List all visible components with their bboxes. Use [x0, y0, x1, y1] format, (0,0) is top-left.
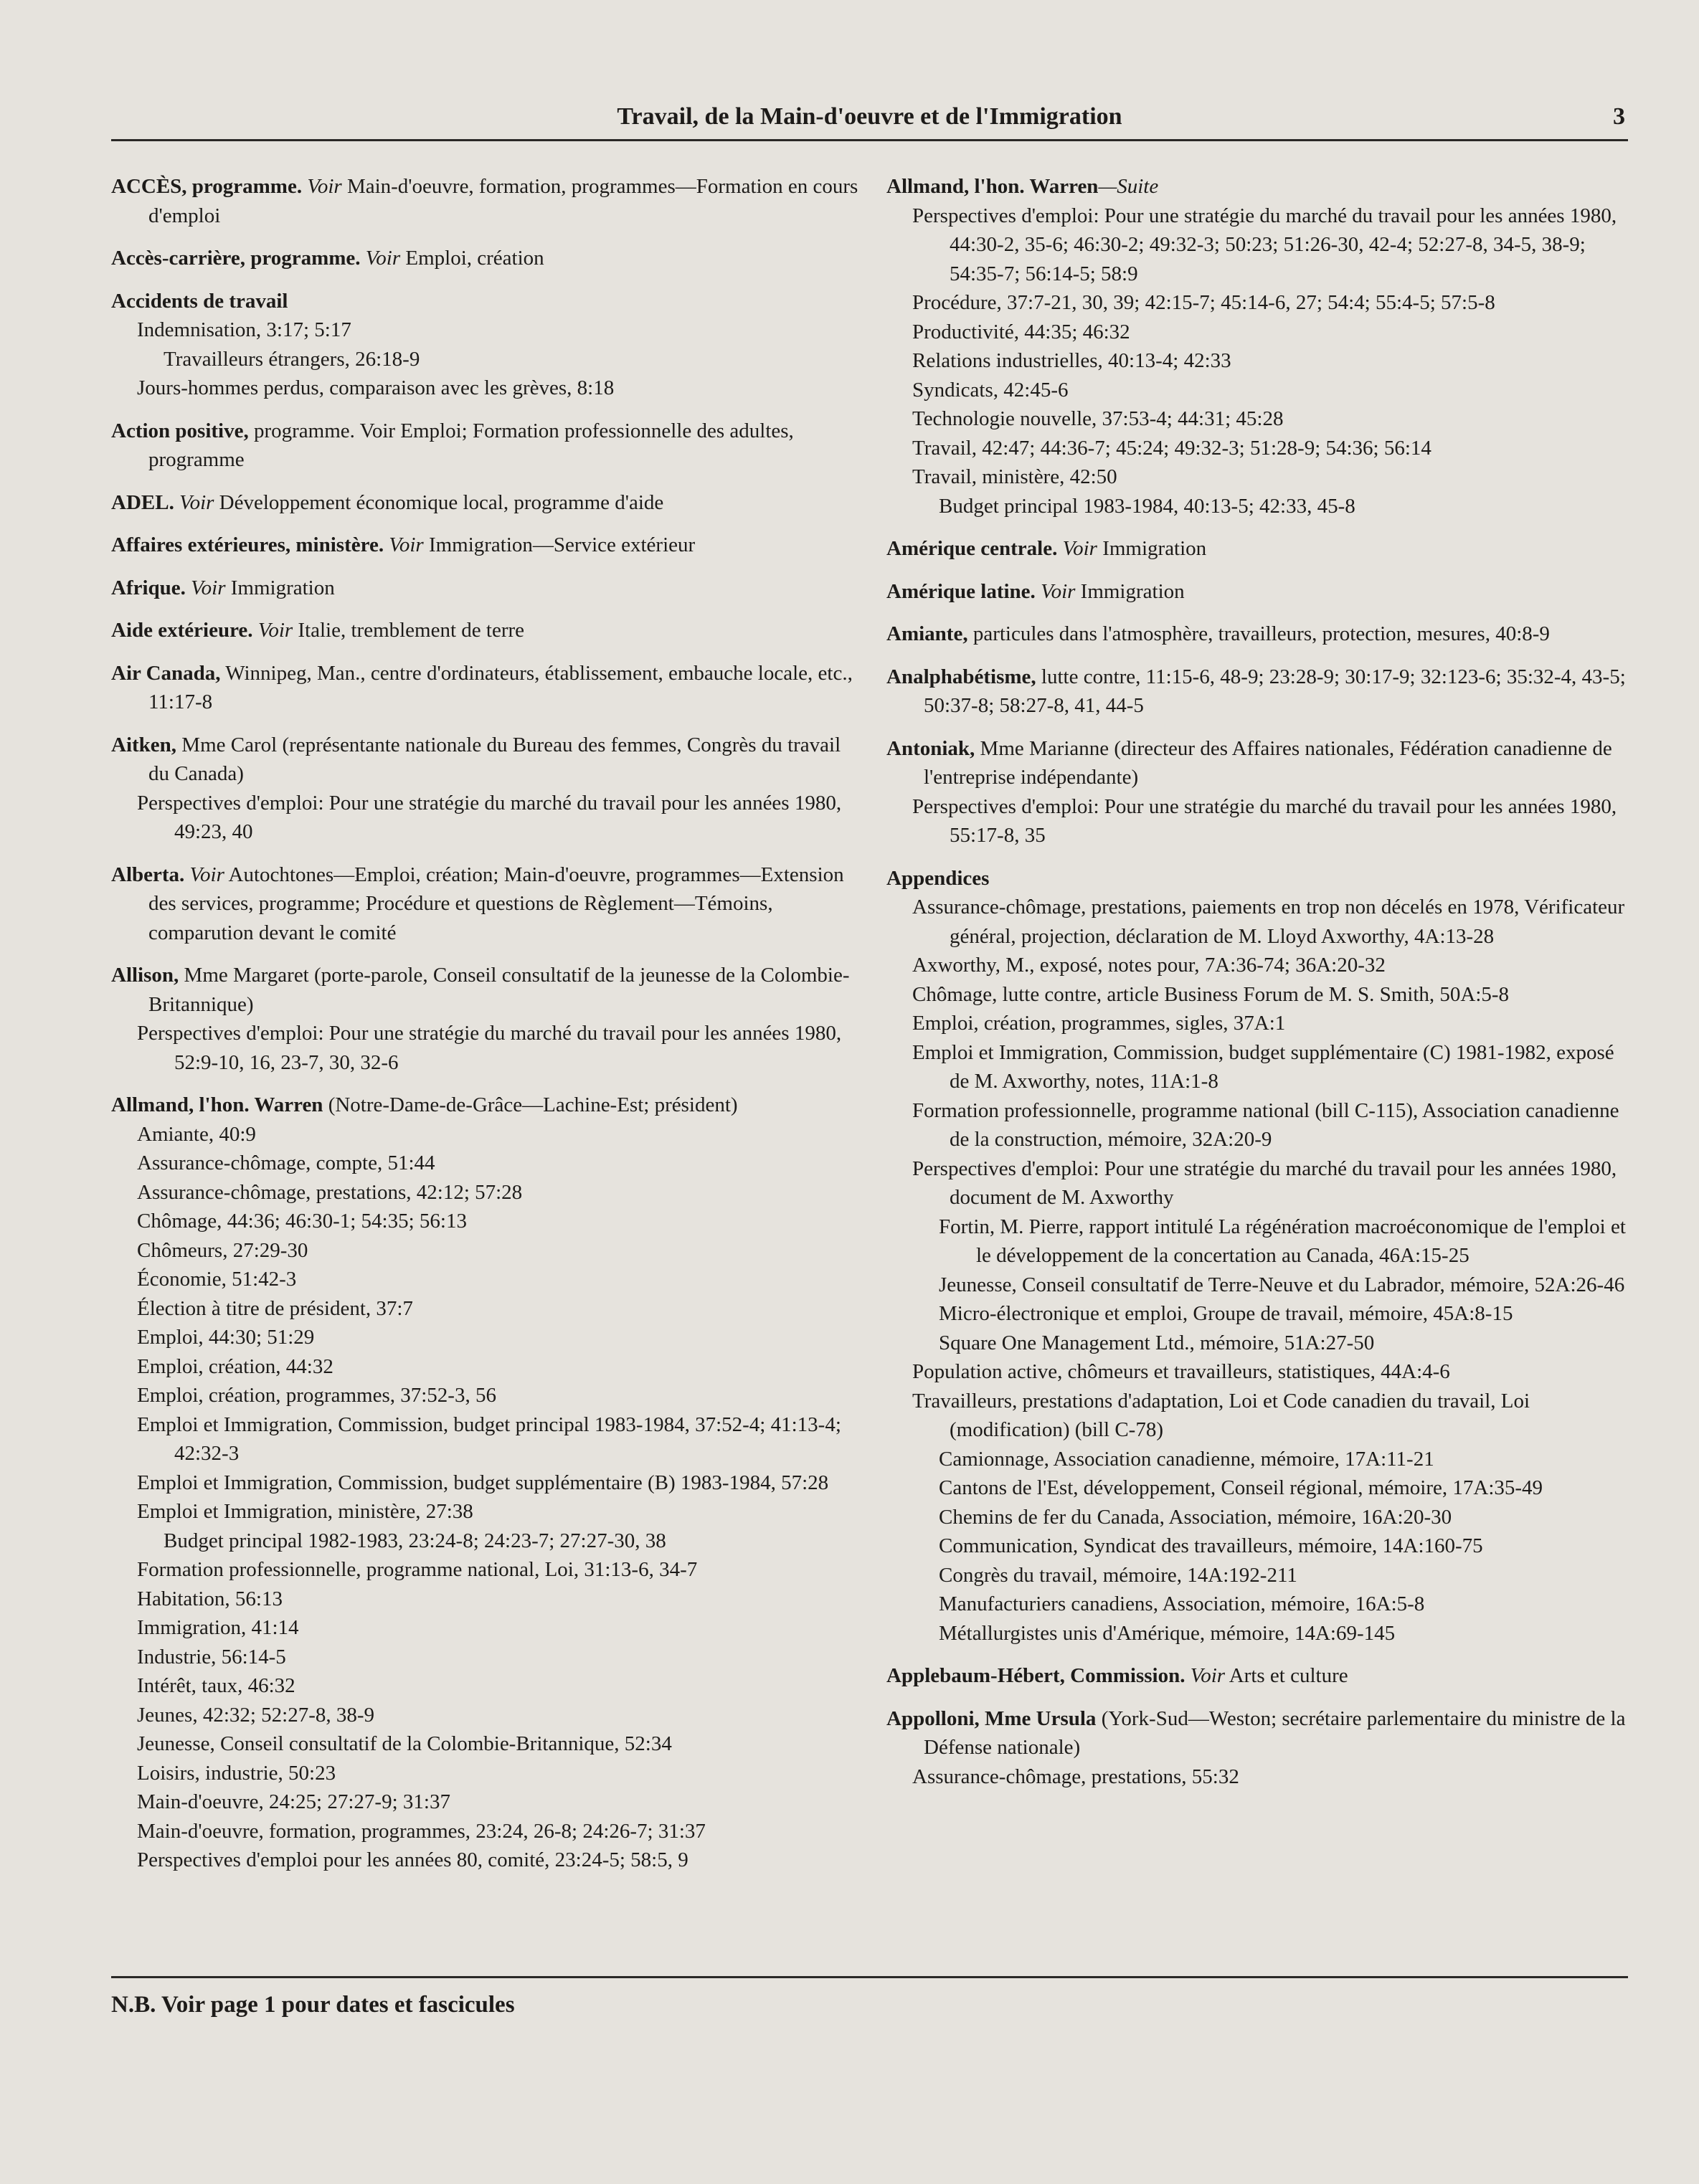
entry-subline: Métallurgistes unis d'Amérique, mémoire, 14A:69-145	[939, 1621, 1396, 1645]
entry-text: particules dans l'atmosphère, travailleurs, protection, mesures, 40:8-9	[967, 622, 1550, 645]
entry-subline: Emploi, création, programmes, sigles, 37A:1	[912, 1012, 1286, 1035]
index-entry	[111, 488, 861, 518]
entry-text: Winnipeg, Man., centre d'ordinateurs, établissement, embauche locale, etc., 11:17-8	[148, 661, 853, 713]
entry-text: (Notre-Dame-de-Grâce—Lachine-Est; président)	[323, 1093, 738, 1116]
entry-text: Mme Margaret (porte-parole, Conseil consultatif de la jeunesse de la Colombie-Britannique)	[148, 964, 850, 1016]
entry-subline: Micro-électronique et emploi, Groupe de travail, mémoire, 45A:8-15	[939, 1302, 1513, 1325]
cross-reference-voir: Voir	[1062, 537, 1097, 560]
entry-subline: Assurance-chômage, prestations, 42:12; 57:28	[137, 1180, 523, 1204]
index-entry	[111, 244, 861, 273]
entry-subline: Intérêt, taux, 46:32	[137, 1674, 295, 1697]
entry-heading-line	[111, 659, 861, 717]
entry-head: Amiante,	[886, 622, 968, 645]
entry-subline: Budget principal 1982-1983, 23:24-8; 24:23-7; 27:27-30, 38	[164, 1529, 666, 1552]
entry-subline: Jeunesse, Conseil consultatif de la Colombie-Britannique, 52:34	[137, 1732, 672, 1755]
cross-reference-voir: —Suite	[1098, 175, 1159, 198]
entry-text: Immigration	[1097, 537, 1207, 560]
entry-subline: Assurance-chômage, compte, 51:44	[137, 1152, 435, 1174]
index-entry	[111, 961, 861, 1077]
entry-subline: Emploi, 44:30; 51:29	[137, 1326, 315, 1349]
entry-head: Allmand, l'hon. Warren	[886, 175, 1099, 198]
index-entry	[886, 534, 1632, 564]
entry-subline: Assurance-chômage, prestations, paiements en trop non décelés en 1978, Vérificateur général, projection, déclaration de M. Lloyd Axworthy, 4A:13-28	[912, 896, 1625, 948]
entry-subline: Perspectives d'emploi: Pour une stratégie du marché du travail pour les années 1980, 52:9-10, 16, 23-7, 30, 32-6	[137, 1022, 842, 1074]
index-entry	[111, 1091, 861, 1875]
entry-head: Action positive,	[111, 419, 249, 442]
page-number: 3	[1613, 103, 1625, 130]
entry-heading-line	[886, 172, 1632, 201]
entry-subline: Perspectives d'emploi: Pour une stratégie du marché du travail pour les années 1980, document de M. Axworthy	[912, 1157, 1617, 1209]
entry-text: Mme Carol (représentante nationale du Bureau des femmes, Congrès du travail du Canada)	[148, 733, 841, 785]
entry-head: Accès-carrière, programme.	[111, 247, 361, 270]
entry-text: Développement économique local, programme d'aide	[214, 490, 664, 514]
entry-subline: Élection à titre de président, 37:7	[137, 1296, 413, 1320]
entry-heading-line	[111, 1091, 861, 1120]
footer-rule	[111, 1976, 1628, 1978]
entry-subline: Cantons de l'Est, développement, Conseil régional, mémoire, 17A:35-49	[939, 1476, 1543, 1499]
entry-subline: Habitation, 56:13	[137, 1587, 283, 1610]
entry-subline: Technologie nouvelle, 37:53-4; 44:31; 45:28	[912, 407, 1284, 430]
entry-head: Antoniak,	[886, 736, 975, 760]
cross-reference-voir: Voir	[257, 619, 293, 642]
entry-head: Amérique centrale.	[886, 537, 1058, 560]
entry-text: Immigration	[1075, 579, 1185, 603]
entry-head: Appendices	[886, 866, 990, 890]
entry-subline: Productivité, 44:35; 46:32	[912, 320, 1130, 343]
entry-subline: Procédure, 37:7-21, 30, 39; 42:15-7; 45:14-6, 27; 54:4; 55:4-5; 57:5-8	[912, 291, 1495, 314]
index-entry	[111, 287, 861, 403]
entry-subline: Emploi, création, programmes, 37:52-3, 56	[137, 1384, 496, 1407]
index-entry	[886, 864, 1632, 1648]
entry-subline: Perspectives d'emploi: Pour une stratégie du marché du travail pour les années 1980, 44:30-2, 35-6; 46:30-2; 49:32-3; 50:23; 51:26-30, 42-4; 52:27-8, 34-5, 38-9; 54:35-7; 56:14-5; 58:9	[912, 204, 1617, 285]
entry-heading-line	[111, 616, 861, 645]
entry-head: Aide extérieure.	[111, 619, 253, 642]
entry-subline: Emploi, création, 44:32	[137, 1354, 333, 1378]
entry-subline: Axworthy, M., exposé, notes pour, 7A:36-74; 36A:20-32	[912, 954, 1386, 977]
entry-head: Aitken,	[111, 733, 177, 756]
index-entry	[886, 172, 1632, 521]
entry-heading-line	[111, 417, 861, 475]
index-entry	[111, 616, 861, 645]
entry-subline: Chômage, lutte contre, article Business Forum de M. S. Smith, 50A:5-8	[912, 982, 1510, 1006]
entry-subline: Relations industrielles, 40:13-4; 42:33	[912, 349, 1231, 372]
entry-heading-line	[886, 1661, 1632, 1691]
entry-head: Allmand, l'hon. Warren	[111, 1093, 323, 1116]
entry-subline: Communication, Syndicat des travailleurs, mémoire, 14A:160-75	[939, 1534, 1483, 1557]
entry-subline: Chômeurs, 27:29-30	[137, 1238, 308, 1262]
index-entry	[111, 574, 861, 603]
entry-subline: Travailleurs étrangers, 26:18-9	[164, 347, 420, 371]
entry-heading-line	[111, 531, 861, 560]
entry-heading-line	[886, 663, 1632, 721]
entry-heading-line	[886, 577, 1632, 607]
entry-text: Mme Marianne (directeur des Affaires nationales, Fédération canadienne de l'entreprise indépendante)	[924, 736, 1612, 789]
entry-subline: Perspectives d'emploi pour les années 80, comité, 23:24-5; 58:5, 9	[137, 1848, 688, 1871]
entry-head: Amérique latine.	[886, 579, 1036, 603]
index-entry	[111, 417, 861, 475]
cross-reference-voir: Voir	[1041, 579, 1076, 603]
entry-text: Main-d'oeuvre, formation, programmes—Formation en cours d'emploi	[148, 175, 858, 227]
cross-reference-voir: Voir	[191, 576, 226, 599]
entry-subline: Assurance-chômage, prestations, 55:32	[912, 1765, 1239, 1788]
page-title: Travail, de la Main-d'oeuvre et de l'Immigration	[617, 103, 1122, 130]
entry-subline: Emploi et Immigration, Commission, budget supplémentaire (B) 1983-1984, 57:28	[137, 1471, 829, 1494]
entry-heading-line	[886, 864, 1632, 893]
entry-subline: Chemins de fer du Canada, Association, mémoire, 16A:20-30	[939, 1505, 1452, 1529]
entry-text: Emploi, création	[400, 247, 544, 270]
entry-subline: Emploi et Immigration, Commission, budget supplémentaire (C) 1981-1982, exposé de M. Axworthy, notes, 11A:1-8	[912, 1040, 1614, 1093]
entry-subline: Formation professionnelle, programme national, Loi, 31:13-6, 34-7	[137, 1558, 698, 1581]
entry-subline: Formation professionnelle, programme national (bill C-115), Association canadienne de la construction, mémoire, 32A:20-9	[912, 1098, 1619, 1151]
entry-subline: Emploi et Immigration, Commission, budget principal 1983-1984, 37:52-4; 41:13-4; 42:32-3	[137, 1413, 841, 1465]
entry-subline: Indemnisation, 3:17; 5:17	[137, 318, 351, 341]
cross-reference-voir: Voir	[365, 247, 401, 270]
entry-subline: Population active, chômeurs et travailleurs, statistiques, 44A:4-6	[912, 1360, 1450, 1383]
running-header	[111, 102, 1628, 141]
entry-subline: Travail, 42:47; 44:36-7; 45:24; 49:32-3; 51:28-9; 54:36; 56:14	[912, 436, 1431, 460]
index-entry	[111, 731, 861, 847]
entry-subline: Industrie, 56:14-5	[137, 1645, 286, 1668]
index-entry	[886, 1704, 1632, 1792]
entry-head: Allison,	[111, 964, 179, 987]
entry-text: Italie, tremblement de terre	[293, 619, 525, 642]
footer-note: N.B. Voir page 1 pour dates et fascicules	[111, 1992, 515, 2018]
index-entry	[886, 577, 1632, 607]
entry-text: Immigration—Service extérieur	[423, 533, 696, 556]
entry-subline: Jeunesse, Conseil consultatif de Terre-Neuve et du Labrador, mémoire, 52A:26-46	[939, 1273, 1625, 1296]
entry-heading-line	[111, 860, 861, 948]
entry-heading-line	[111, 731, 861, 789]
index-entry	[886, 734, 1632, 850]
entry-text: programme. Voir Emploi; Formation professionnelle des adultes, programme	[148, 419, 794, 471]
entry-subline: Syndicats, 42:45-6	[912, 378, 1069, 402]
entry-subline: Jours-hommes perdus, comparaison avec les grèves, 8:18	[137, 376, 615, 399]
entry-subline: Immigration, 41:14	[137, 1616, 299, 1639]
entry-head: Appolloni, Mme Ursula	[886, 1706, 1097, 1730]
entry-text: Immigration	[225, 576, 335, 599]
entry-subline: Jeunes, 42:32; 52:27-8, 38-9	[137, 1703, 375, 1727]
entry-subline: Budget principal 1983-1984, 40:13-5; 42:33, 45-8	[939, 494, 1355, 518]
entry-subline: Congrès du travail, mémoire, 14A:192-211	[939, 1563, 1297, 1587]
entry-heading-line	[886, 734, 1632, 792]
index-entry	[886, 1661, 1632, 1691]
cross-reference-voir: Voir	[189, 863, 224, 886]
entry-head: Alberta.	[111, 863, 185, 886]
entry-head: ADEL.	[111, 490, 174, 514]
entry-heading-line	[111, 488, 861, 518]
index-entry	[111, 860, 861, 948]
index-entry	[111, 659, 861, 717]
cross-reference-voir: Voir	[179, 490, 214, 514]
entry-subline: Amiante, 40:9	[137, 1122, 256, 1146]
entry-text: lutte contre, 11:15-6, 48-9; 23:28-9; 30:17-9; 32:123-6; 35:32-4, 43-5; 50:37-8; 58:27-8, 41, 44-5	[924, 665, 1626, 717]
index-column-left	[111, 172, 861, 1889]
entry-heading-line	[111, 172, 861, 230]
entry-subline: Loisirs, industrie, 50:23	[137, 1761, 336, 1785]
entry-subline: Square One Management Ltd., mémoire, 51A:27-50	[939, 1331, 1375, 1354]
entry-subline: Chômage, 44:36; 46:30-1; 54:35; 56:13	[137, 1210, 467, 1233]
index-entry	[886, 619, 1632, 649]
entry-subline: Travailleurs, prestations d'adaptation, Loi et Code canadien du travail, Loi (modification) (bill C-78)	[912, 1389, 1530, 1441]
entry-subline: Perspectives d'emploi: Pour une stratégie du marché du travail pour les années 1980, 55:17-8, 35	[912, 794, 1617, 847]
entry-heading-line	[111, 961, 861, 1019]
entry-subline: Main-d'oeuvre, 24:25; 27:27-9; 31:37	[137, 1790, 450, 1813]
index-entry	[111, 531, 861, 560]
entry-head: Applebaum-Hébert, Commission.	[886, 1664, 1185, 1687]
entry-head: Air Canada,	[111, 661, 221, 685]
cross-reference-voir: Voir	[389, 533, 424, 556]
entry-heading-line	[886, 534, 1632, 564]
entry-head: Afrique.	[111, 576, 186, 599]
entry-subline: Fortin, M. Pierre, rapport intitulé La régénération macroéconomique de l'emploi et le développement de la concertation au Canada, 46A:15-25	[939, 1215, 1626, 1267]
entry-head: Accidents de travail	[111, 289, 288, 313]
entry-text: (York-Sud—Weston; secrétaire parlementaire du ministre de la Défense nationale)	[924, 1706, 1626, 1759]
entry-heading-line	[886, 619, 1632, 649]
entry-subline: Perspectives d'emploi: Pour une stratégie du marché du travail pour les années 1980, 49:23, 40	[137, 791, 842, 843]
entry-subline: Manufacturiers canadiens, Association, mémoire, 16A:5-8	[939, 1592, 1425, 1615]
entry-text: Autochtones—Emploi, création; Main-d'oeuvre, programmes—Extension des services, programme; Procédure et questions de Règlement—Témoins, comparution devant le comité	[148, 863, 844, 944]
entry-subline: Main-d'oeuvre, formation, programmes, 23:24, 26-8; 24:26-7; 31:37	[137, 1819, 706, 1843]
entry-subline: Économie, 51:42-3	[137, 1268, 297, 1291]
index-entry	[886, 663, 1632, 721]
index-entry	[111, 172, 861, 230]
entry-head: Affaires extérieures, ministère.	[111, 533, 384, 556]
entry-heading-line	[886, 1704, 1632, 1762]
entry-subline: Camionnage, Association canadienne, mémoire, 17A:11-21	[939, 1447, 1434, 1471]
entry-text: Arts et culture	[1225, 1664, 1348, 1687]
entry-head: Analphabétisme,	[886, 665, 1036, 688]
index-column-right	[886, 172, 1632, 1805]
cross-reference-voir: Voir	[1190, 1664, 1226, 1687]
cross-reference-voir: Voir	[307, 175, 342, 198]
entry-subline: Travail, ministère, 42:50	[912, 465, 1117, 488]
entry-heading-line	[111, 287, 861, 316]
entry-head: ACCÈS, programme.	[111, 175, 303, 198]
entry-heading-line	[111, 244, 861, 273]
entry-heading-line	[111, 574, 861, 603]
entry-subline: Emploi et Immigration, ministère, 27:38	[137, 1500, 473, 1523]
